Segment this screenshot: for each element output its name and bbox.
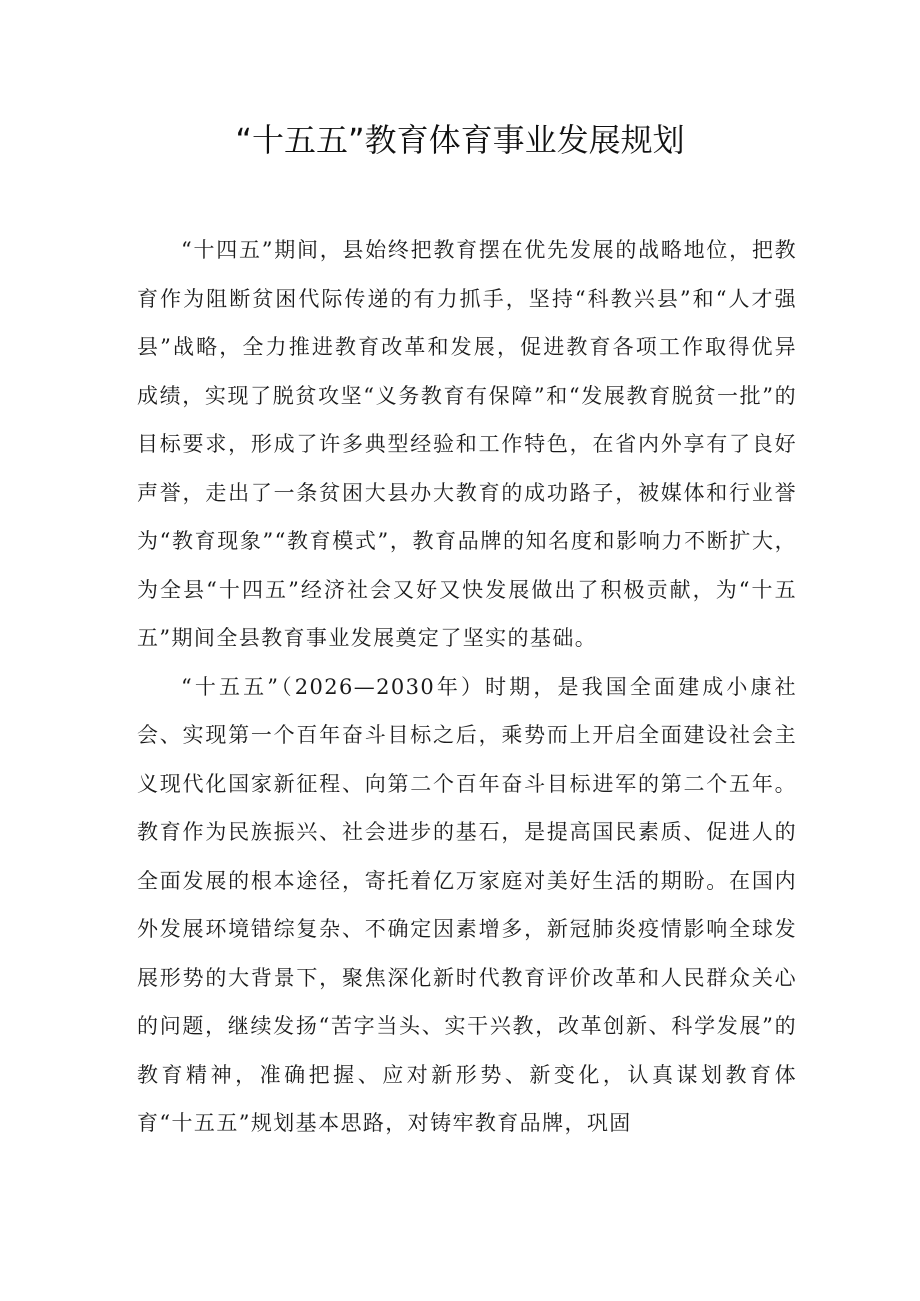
document-title: “十五五”教育体育事业发展规划 (235, 121, 685, 159)
document-body (137, 226, 797, 1148)
paragraph-1: “十四五”期间，县始终把教育摆在优先发展的战略地位，把教育作为阻断贫困代际传递的有力抓手，坚持“科教兴县”和“人才强县”战略，全力推进教育改革和发展，促进教育各项工作取得优异成绩，实现了脱贫攻坚“义务教育有保障”和“发展教育脱贫一批”的目标要求，形成了许多典型经验和工作特色，在省内外享有了良好声誉，走出了一条贫困大县办大教育的成功路子，被媒体和行业誉为“教育现象”“教育模式”，教育品牌的知名度和影响力不断扩大，为全县“十四五”经济社会又好又快发展做出了积极贡献，为“十五五”期间全县教育事业发展奠定了坚实的基础。 (137, 238, 797, 650)
paragraph-2: “十五五”（2026—2030年）时期，是我国全面建成小康社会、实现第一个百年奋斗目标之后，乘势而上开启全面建设社会主义现代化国家新征程、向第二个百年奋斗目标进军的第二个五年。教育作为民族振兴、社会进步的基石，是提高国民素质、促进人的全面发展的根本途径，寄托着亿万家庭对美好生活的期盼。在国内外发展环境错综复杂、不确定因素增多，新冠肺炎疫情影响全球发展形势的大背景下，聚焦深化新时代教育评价改革和人民群众关心的问题，继续发扬“苦字当头、实干兴教，改革创新、科学发展”的教育精神，准确把握、应对新形势、新变化，认真谋划教育体育“十五五”规划基本思路，对铸牢教育品牌，巩固 (137, 674, 797, 1135)
